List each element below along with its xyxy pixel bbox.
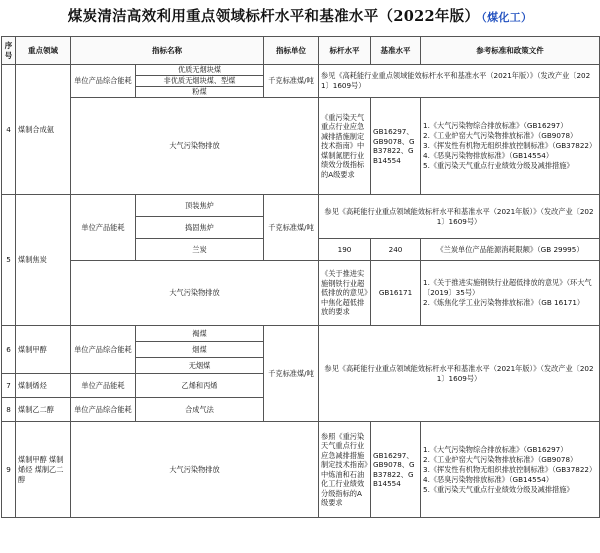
seq-cell: 6	[2, 326, 16, 374]
unit-cell: 千克标准煤/吨	[264, 65, 319, 98]
seq-cell: 8	[2, 398, 16, 422]
pollution-indicator-cell: 大气污染物排放	[71, 261, 319, 326]
title-category-tag: （煤化工）	[481, 11, 533, 24]
table-row	[2, 422, 600, 518]
sub-indicator-cell: 顶装焦炉	[136, 195, 264, 217]
reference-item: 4.《恶臭污染物排放标准》（GB14554）	[423, 474, 554, 484]
table-row	[2, 98, 600, 195]
pollution-indicator-cell: 大气污染物排放	[71, 422, 319, 518]
reference-list-cell	[421, 261, 600, 326]
baseline-cell: GB16171	[371, 261, 421, 326]
sub-indicator-cell: 褐煤	[136, 326, 264, 342]
field-cell: 煤制焦炭	[16, 195, 71, 326]
energy-category-cell: 单位产品综合能耗	[71, 398, 136, 422]
energy-reference-cell: 参见《高耗能行业重点领域能效标杆水平和基准水平（2021年版）》（发改产业〔2021〕1609号）	[319, 326, 600, 422]
reference-item: 1.《大气污染物综合排放标准》（GB16297）	[423, 121, 568, 130]
header-unit: 指标单位	[264, 37, 319, 65]
header-baseline: 基准水平	[371, 37, 421, 65]
benchmark-cell: 参照《重污染天气重点行业应急减排措施制定技术指南》中炼油和石油化工行业绩效分级指标的A级要求	[319, 422, 371, 518]
table-row	[2, 65, 600, 76]
reference-cell: 《兰炭单位产品能源消耗限额》（GB 29995）	[421, 239, 600, 261]
header-indicator: 指标名称	[71, 37, 264, 65]
benchmark-cell: 《关于推进实施钢铁行业超低排放的意见》中焦化超低排放的要求	[319, 261, 371, 326]
unit-cell: 千克标准煤/吨	[264, 195, 319, 261]
pollution-indicator-cell: 大气污染物排放	[71, 98, 319, 195]
sub-indicator-cell: 非优质无烟块煤、型煤	[136, 76, 264, 87]
energy-category-cell: 单位产品综合能耗	[71, 326, 136, 374]
seq-cell: 9	[2, 422, 16, 518]
standards-table	[1, 36, 600, 518]
baseline-cell: GB16297、GB9078、GB37822、GB14554	[371, 422, 421, 518]
header-field: 重点领域	[16, 37, 71, 65]
field-cell: 煤制乙二醇	[16, 398, 71, 422]
seq-cell: 4	[2, 65, 16, 195]
energy-reference-cell: 参见《高耗能行业重点领域能效标杆水平和基准水平（2021年版）》（发改产业〔2021〕1609号）	[319, 195, 600, 239]
table-row	[2, 195, 600, 217]
seq-cell: 5	[2, 195, 16, 326]
reference-item: 1.《关于推进实施钢铁行业超低排放的意见》（环大气〔2019〕35号）	[423, 278, 592, 297]
sub-indicator-cell: 无烟煤	[136, 358, 264, 374]
sub-indicator-cell: 捣固焦炉	[136, 217, 264, 239]
seq-cell: 7	[2, 374, 16, 398]
field-cell: 煤制烯烃	[16, 374, 71, 398]
reference-item: 2.《工业炉窑大气污染物排放标准》（GB9078）	[423, 454, 578, 464]
unit-cell: 千克标准煤/吨	[264, 326, 319, 422]
table-header-row	[2, 37, 600, 65]
energy-category-cell: 单位产品能耗	[71, 195, 136, 261]
energy-reference-cell: 参见《高耗能行业重点领域能效标杆水平和基准水平（2021年版）》（发改产业〔2021〕1609号）	[319, 65, 600, 98]
field-cell: 煤制合成氨	[16, 65, 71, 195]
sub-indicator-cell: 烟煤	[136, 342, 264, 358]
reference-list-cell	[421, 422, 600, 518]
sub-indicator-cell: 优质无烟块煤	[136, 65, 264, 76]
reference-item: 5.《重污染天气重点行业绩效分级及减排措施》	[423, 161, 574, 170]
field-cell: 煤制甲醇 煤制烯烃 煤制乙二醇	[16, 422, 71, 518]
reference-item: 1.《大气污染物综合排放标准》（GB16297）	[423, 444, 568, 454]
header-benchmark: 标杆水平	[319, 37, 371, 65]
header-seq: 序号	[2, 37, 16, 65]
benchmark-value-cell: 190	[319, 239, 371, 261]
title-text: 煤炭清洁高效利用重点领域标杆水平和基准水平（2022年版）	[67, 8, 480, 25]
reference-item: 3.《挥发性有机物无组织排放控制标准》（GB37822）	[423, 141, 597, 150]
sub-indicator-cell: 兰炭	[136, 239, 264, 261]
energy-category-cell: 单位产品综合能耗	[71, 65, 136, 98]
reference-item: 4.《恶臭污染物排放标准》（GB14554）	[423, 151, 554, 160]
reference-item: 3.《挥发性有机物无组织排放控制标准》（GB37822）	[423, 464, 597, 474]
field-cell: 煤制甲醇	[16, 326, 71, 374]
sub-indicator-cell: 合成气法	[136, 398, 264, 422]
benchmark-cell: 《重污染天气重点行业应急减排措施制定技术指南》中煤制氮肥行业绩效分级指标的A级要求	[319, 98, 371, 195]
reference-list-cell	[421, 98, 600, 195]
baseline-value-cell: 240	[371, 239, 421, 261]
reference-item: 2.《工业炉窑大气污染物排放标准》（GB9078）	[423, 131, 578, 140]
header-reference: 参考标准和政策文件	[421, 37, 600, 65]
sub-indicator-cell: 粉煤	[136, 87, 264, 98]
sub-indicator-cell: 乙烯和丙烯	[136, 374, 264, 398]
table-row	[2, 326, 600, 342]
reference-item: 2.《炼焦化学工业污染物排放标准》（GB 16171）	[423, 298, 585, 307]
baseline-cell: GB16297、GB9078、GB37822、GB14554	[371, 98, 421, 195]
energy-category-cell: 单位产品能耗	[71, 374, 136, 398]
document-title	[0, 0, 600, 34]
table-row	[2, 261, 600, 326]
reference-item: 5.《重污染天气重点行业绩效分级及减排措施》	[423, 484, 574, 494]
